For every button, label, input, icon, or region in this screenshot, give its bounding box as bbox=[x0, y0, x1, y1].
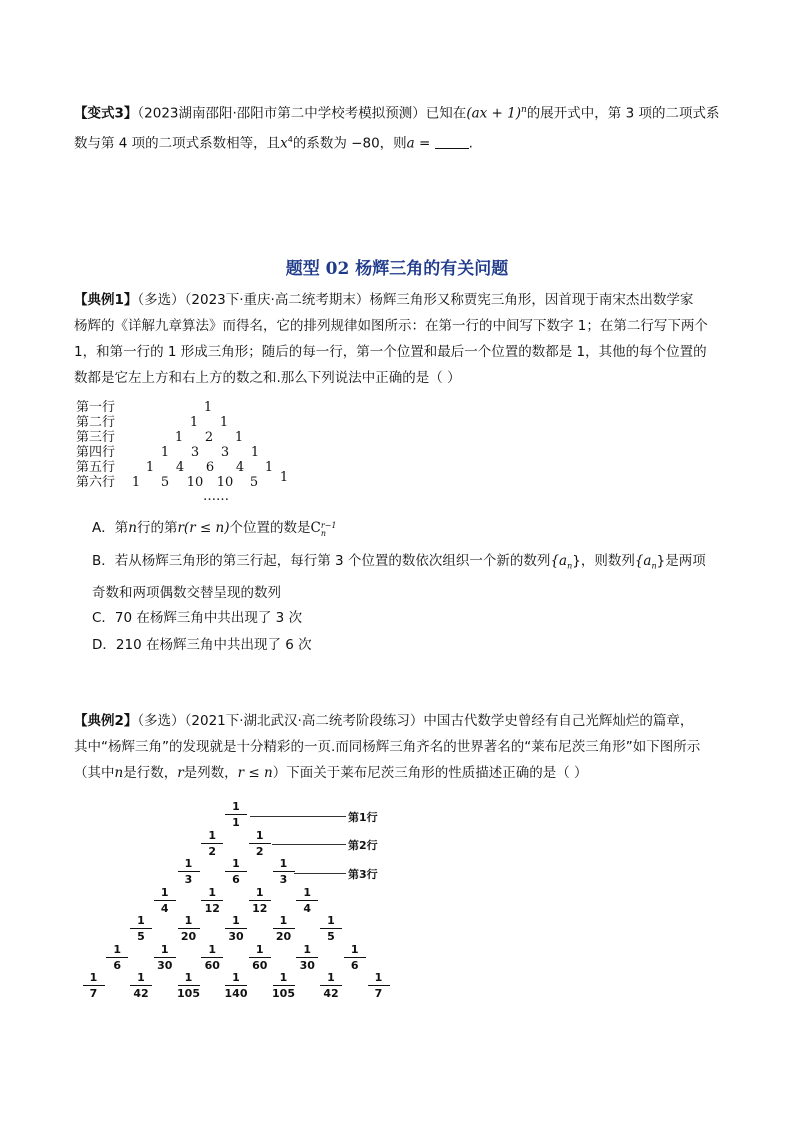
row-label: 第六行 bbox=[76, 475, 116, 490]
fraction-bar bbox=[225, 814, 247, 815]
option-b-line2: 奇数和两项偶数交替呈现的数列 bbox=[92, 584, 281, 601]
example2-label: 【典例2】 bbox=[74, 713, 138, 729]
variant3-text2: 的展开式中，第 3 项的二项式系 bbox=[526, 105, 720, 122]
example2-line3a: （其中 bbox=[74, 765, 115, 781]
leibniz-fraction bbox=[269, 914, 299, 943]
fraction-denominator: 60 bbox=[204, 958, 220, 972]
leibniz-fraction bbox=[292, 943, 322, 972]
fraction-denominator: 6 bbox=[350, 958, 359, 972]
fraction-bar bbox=[201, 843, 223, 844]
triangle-number: 1 bbox=[189, 415, 199, 430]
fraction-denominator: 42 bbox=[323, 987, 339, 1000]
option-a-cond: (r ≤ n) bbox=[183, 520, 230, 536]
fraction-numerator: 1 bbox=[184, 971, 193, 984]
fraction-denominator: 12 bbox=[252, 901, 268, 915]
leibniz-fraction bbox=[269, 857, 299, 886]
option-d: D．210 在杨辉三角中共出现了 6 次 bbox=[92, 637, 312, 653]
row-label: 第一行 bbox=[76, 400, 116, 415]
fraction-denominator: 30 bbox=[157, 958, 173, 972]
leibniz-fraction bbox=[126, 914, 156, 943]
fraction-denominator: 4 bbox=[303, 901, 312, 915]
option-b-seq: {a bbox=[550, 553, 568, 569]
triangle-number: 10 bbox=[186, 475, 204, 490]
fraction-denominator: 7 bbox=[374, 987, 383, 1000]
leibniz-fraction bbox=[221, 857, 251, 886]
fraction-numerator: 1 bbox=[232, 857, 240, 870]
option-b-line1a: B．若从杨辉三角形的第三行起，每行第 3 个位置的数依次组织一个新的数列 bbox=[92, 553, 551, 569]
leibniz-fraction bbox=[245, 829, 275, 858]
triangle-number: 1 bbox=[264, 460, 274, 475]
example2-line3c: 是列数， bbox=[183, 765, 238, 781]
option-b-line1b: ，则数列 bbox=[580, 553, 635, 569]
example2-line2: 其中“杨辉三角”的发现就是十分精彩的一页.而同杨辉三角齐名的世界著名的“莱布尼茨三角形”如下图所示 bbox=[74, 739, 701, 755]
option-a-mid1: 行的第 bbox=[136, 520, 178, 536]
fraction-denominator: 6 bbox=[113, 958, 122, 972]
variant3-text6: . bbox=[468, 135, 473, 151]
fraction-numerator: 1 bbox=[184, 857, 193, 870]
fraction-bar bbox=[296, 957, 318, 958]
fraction-denominator: 105 bbox=[177, 987, 200, 1000]
option-a-r: r bbox=[177, 520, 184, 536]
fraction-numerator: 1 bbox=[184, 914, 193, 927]
fraction-bar bbox=[320, 928, 342, 929]
fraction-numerator: 1 bbox=[327, 971, 335, 984]
fraction-numerator: 1 bbox=[160, 885, 169, 899]
fraction-denominator: 2 bbox=[208, 844, 217, 858]
fraction-denominator: 2 bbox=[255, 844, 264, 858]
fraction-denominator: 1 bbox=[232, 816, 240, 829]
fraction-numerator: 1 bbox=[279, 914, 288, 927]
leibniz-fraction bbox=[174, 971, 204, 1000]
option-b-seq2: {a bbox=[634, 553, 652, 569]
fraction-denominator: 42 bbox=[133, 987, 149, 1000]
leibniz-fraction bbox=[316, 971, 346, 1000]
fraction-bar bbox=[225, 985, 247, 986]
leibniz-fraction bbox=[79, 971, 109, 1000]
fraction-denominator: 30 bbox=[228, 930, 244, 943]
leibniz-fraction bbox=[126, 971, 156, 1000]
option-b-seqend2: } bbox=[656, 553, 666, 569]
option-b-line1c: 是两项 bbox=[665, 553, 706, 569]
fraction-bar bbox=[368, 985, 390, 986]
row-label: 第五行 bbox=[76, 460, 116, 475]
example2-line3d: ）下面关于莱布尼茨三角形的性质描述正确的是（ ） bbox=[272, 765, 588, 781]
leibniz-fraction bbox=[197, 829, 227, 858]
fraction-denominator: 20 bbox=[180, 930, 197, 943]
leibniz-row-label-2: 第2行 bbox=[348, 839, 378, 852]
fraction-denominator: 4 bbox=[160, 901, 169, 915]
variant3-expression: (ax + 1) bbox=[466, 105, 521, 122]
triangle-number: 2 bbox=[204, 430, 214, 445]
fraction-bar bbox=[273, 928, 295, 929]
fraction-denominator: 20 bbox=[275, 930, 292, 943]
triangle-number: 1 bbox=[250, 445, 260, 460]
fraction-numerator: 1 bbox=[208, 828, 217, 842]
fraction-numerator: 1 bbox=[374, 971, 383, 984]
fraction-denominator: 3 bbox=[279, 873, 288, 886]
fraction-denominator: 30 bbox=[299, 958, 315, 972]
triangle-number: 3 bbox=[190, 445, 200, 460]
variant3-text1: （2023湖南邵阳·邵阳市第二中学校考模拟预测）已知在 bbox=[137, 105, 467, 122]
fraction-numerator: 1 bbox=[137, 914, 145, 927]
fraction-numerator: 1 bbox=[279, 971, 288, 984]
fraction-bar bbox=[178, 928, 200, 929]
leibniz-fraction bbox=[316, 914, 346, 943]
fraction-bar bbox=[154, 957, 176, 958]
fraction-bar bbox=[201, 957, 223, 958]
triangle-number: 3 bbox=[220, 445, 230, 460]
variant3-text4: 的系数为 −80，则 bbox=[292, 135, 407, 151]
example2-line3b: 是行数， bbox=[123, 765, 178, 781]
fraction-bar bbox=[130, 928, 152, 929]
example1-line4: 数都是它左上方和右上方的数之和.那么下列说法中正确的是（ ） bbox=[74, 370, 461, 386]
fraction-denominator: 60 bbox=[252, 958, 268, 972]
variant3-x: x bbox=[280, 135, 288, 151]
fraction-denominator: 5 bbox=[137, 930, 145, 943]
row-pointer-line bbox=[250, 816, 346, 817]
triangle-number: 5 bbox=[160, 475, 170, 490]
fraction-bar bbox=[130, 985, 152, 986]
fraction-bar bbox=[249, 957, 271, 958]
leibniz-fraction bbox=[245, 943, 275, 972]
triangle-number: 6 bbox=[205, 460, 215, 475]
triangle-number: 1 bbox=[234, 430, 244, 445]
example1-line1: （多选）（2023下·重庆·高二统考期末）杨辉三角形又称贾宪三角形，因首现于南宋杰出数学家 bbox=[137, 292, 694, 308]
fraction-numerator: 1 bbox=[232, 914, 240, 927]
leibniz-fraction bbox=[221, 800, 251, 829]
example1-label: 【典例1】 bbox=[74, 292, 138, 308]
fraction-denominator: 6 bbox=[232, 873, 240, 886]
fraction-numerator: 1 bbox=[208, 942, 217, 956]
leibniz-row-label-3: 第3行 bbox=[348, 868, 378, 881]
fraction-bar bbox=[178, 985, 200, 986]
fraction-bar bbox=[296, 900, 318, 901]
leibniz-fraction bbox=[174, 914, 204, 943]
variant3-text3: 数与第 4 项的二项式系数相等，且 bbox=[74, 135, 281, 151]
fraction-numerator: 1 bbox=[350, 942, 359, 956]
fraction-bar bbox=[249, 843, 271, 844]
fraction-numerator: 1 bbox=[255, 885, 264, 899]
fraction-bar bbox=[225, 871, 247, 872]
fraction-denominator: 140 bbox=[224, 987, 248, 1000]
variant3-xexp: 4 bbox=[287, 134, 293, 144]
leibniz-row-label-1: 第1行 bbox=[348, 811, 378, 824]
option-a-n: n bbox=[128, 520, 137, 536]
fraction-bar bbox=[106, 957, 128, 958]
triangle-number: 4 bbox=[175, 460, 185, 475]
option-c: C．70 在杨辉三角中共出现了 3 次 bbox=[92, 610, 303, 626]
variant3-label: 【变式3】 bbox=[74, 105, 138, 122]
leibniz-fraction bbox=[102, 943, 132, 972]
fraction-numerator: 1 bbox=[137, 971, 145, 984]
triangle-number: 1 bbox=[279, 470, 289, 485]
fraction-bar bbox=[83, 985, 105, 986]
fraction-numerator: 1 bbox=[327, 914, 335, 927]
variant3-a: a bbox=[406, 135, 415, 151]
fraction-numerator: 1 bbox=[89, 971, 98, 984]
leibniz-fraction bbox=[174, 857, 204, 886]
option-a-c: C bbox=[310, 520, 321, 536]
fraction-numerator: 1 bbox=[208, 885, 217, 899]
fraction-denominator: 105 bbox=[272, 987, 295, 1000]
leibniz-fraction bbox=[269, 971, 299, 1000]
fraction-numerator: 1 bbox=[303, 885, 312, 899]
example1-line3: 1，和第一行的 1 形成三角形；随后的每一行，第一个位置和最后一个位置的数都是 1，其他的每个位置的 bbox=[74, 344, 707, 360]
example2-line1: （多选）（2021下·湖北武汉·高二统考阶段练习）中国古代数学史曾经有自己光辉灿烂的篇章， bbox=[137, 713, 694, 729]
variant3-exponent: n bbox=[521, 105, 527, 115]
fraction-bar bbox=[273, 871, 295, 872]
leibniz-fraction bbox=[197, 943, 227, 972]
fraction-denominator: 7 bbox=[89, 987, 98, 1000]
option-b-seqsub: n bbox=[567, 561, 573, 571]
fraction-numerator: 1 bbox=[255, 828, 264, 842]
section-title: 题型 02 杨辉三角的有关问题 bbox=[285, 259, 509, 279]
example2-cond: r ≤ n bbox=[237, 765, 273, 781]
row-label: 第三行 bbox=[76, 430, 116, 445]
row-pointer-line bbox=[294, 873, 346, 874]
triangle-number: 1 bbox=[219, 415, 229, 430]
fraction-bar bbox=[201, 900, 223, 901]
triangle-number: 10 bbox=[216, 475, 234, 490]
fraction-numerator: 1 bbox=[113, 942, 122, 956]
leibniz-fraction bbox=[150, 886, 180, 915]
fraction-bar bbox=[320, 985, 342, 986]
row-label: 第二行 bbox=[76, 415, 116, 430]
fraction-denominator: 12 bbox=[204, 901, 220, 915]
option-a-pre: A．第 bbox=[92, 520, 129, 536]
example1-line2: 杨辉的《详解九章算法》而得名，它的排列规律如图所示：在第一行的中间写下数字 1；在第二行写下两个 bbox=[74, 318, 708, 334]
leibniz-fraction bbox=[292, 886, 322, 915]
fraction-numerator: 1 bbox=[160, 942, 169, 956]
fraction-bar bbox=[225, 928, 247, 929]
leibniz-fraction bbox=[150, 943, 180, 972]
option-b-seqsub2: n bbox=[651, 561, 657, 571]
option-b-seqend: } bbox=[572, 553, 581, 569]
triangle-number: 1 bbox=[131, 475, 141, 490]
leibniz-fraction bbox=[197, 886, 227, 915]
triangle-number: 1 bbox=[203, 400, 213, 415]
leibniz-fraction bbox=[221, 971, 251, 1000]
fraction-bar bbox=[273, 985, 295, 986]
fraction-bar bbox=[178, 871, 200, 872]
triangle-number: 1 bbox=[160, 445, 170, 460]
fraction-numerator: 1 bbox=[232, 800, 240, 813]
row-pointer-line bbox=[272, 844, 346, 845]
fraction-denominator: 5 bbox=[327, 930, 335, 943]
option-a-mid2: 个位置的数是 bbox=[229, 520, 311, 536]
fraction-bar bbox=[344, 957, 366, 958]
option-a-csup: r−1 bbox=[320, 521, 337, 530]
fraction-bar bbox=[154, 900, 176, 901]
example2-r: r bbox=[177, 765, 184, 781]
triangle-number: 1 bbox=[145, 460, 155, 475]
option-a-csub: n bbox=[320, 529, 326, 538]
triangle-number: 1 bbox=[174, 430, 184, 445]
leibniz-fraction bbox=[245, 886, 275, 915]
fraction-bar bbox=[249, 900, 271, 901]
example2-n: n bbox=[114, 765, 124, 781]
leibniz-fraction bbox=[364, 971, 394, 1000]
triangle-number: 4 bbox=[235, 460, 245, 475]
leibniz-fraction bbox=[340, 943, 370, 972]
variant3-text5: = bbox=[414, 135, 431, 151]
row-label: 第四行 bbox=[76, 445, 116, 460]
triangle-number: 5 bbox=[249, 475, 259, 490]
fraction-numerator: 1 bbox=[279, 857, 288, 870]
triangle-ellipsis: …… bbox=[203, 489, 229, 504]
fraction-numerator: 1 bbox=[255, 942, 264, 956]
leibniz-fraction bbox=[221, 914, 251, 943]
fraction-numerator: 1 bbox=[303, 942, 312, 956]
fraction-denominator: 3 bbox=[184, 873, 193, 886]
fraction-numerator: 1 bbox=[232, 971, 240, 984]
